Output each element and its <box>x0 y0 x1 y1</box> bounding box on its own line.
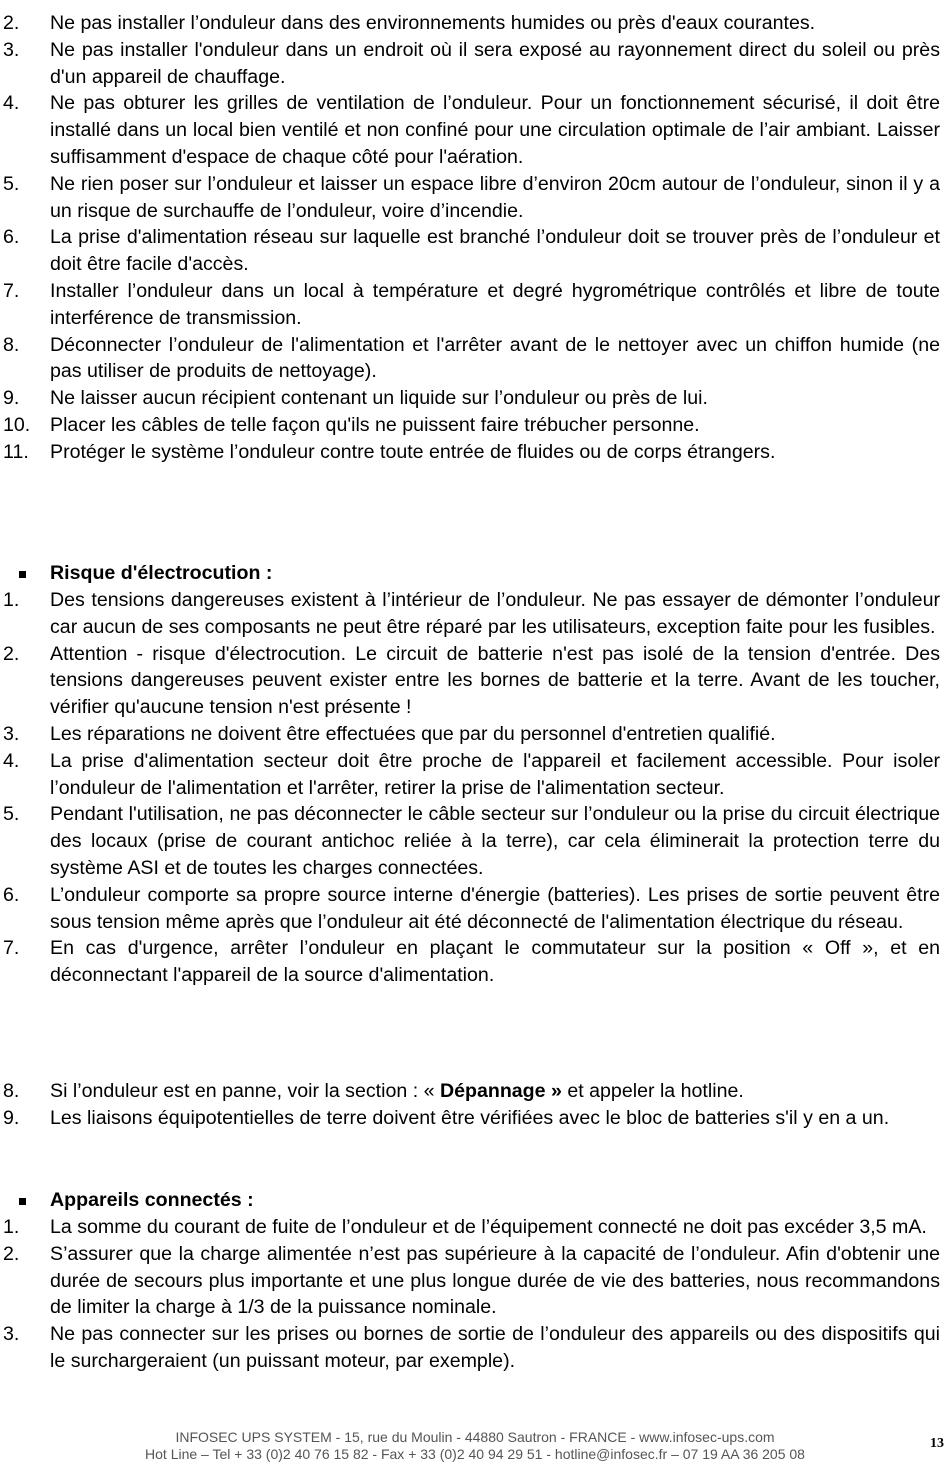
item-number: 2. <box>3 12 20 34</box>
appareils-list <box>0 1214 950 1375</box>
item-number: 9. <box>3 387 20 410</box>
electrocution-list-cont <box>0 1078 950 1132</box>
list-item <box>0 1241 950 1321</box>
item-number: 6. <box>3 226 20 249</box>
list-item <box>0 10 950 37</box>
section-title: Risque d'électrocution : <box>50 562 273 584</box>
depannage-section-reference: Dépannage » <box>439 1080 562 1102</box>
list-item <box>0 641 950 721</box>
list-item <box>0 412 950 439</box>
item-text: Ne laisser aucun récipient contenant un liquide sur l’onduleur ou près de lui. <box>50 387 708 410</box>
section-heading-electrocution <box>0 560 950 588</box>
list-item <box>0 1078 950 1105</box>
item-text: Ne rien poser sur l’onduleur et laisser un espace libre d’environ 20cm autour de l’onduleur, sinon il y a un risque de surchauffe de l’onduleur, voire d’incendie. <box>50 172 940 222</box>
list-item <box>0 1214 950 1241</box>
item-text: La prise d'alimentation secteur doit être proche de l'appareil et facilement accessible. Pour isoler l’onduleur de l'alimentation et l'arrêter, retirer la prise de l'alimentation secteur. <box>50 749 940 799</box>
square-bullet-icon <box>19 571 26 578</box>
item-text <box>50 1080 744 1102</box>
item-text: Ne pas connecter sur les prises ou bornes de sortie de l’onduleur des appareils ou des dispositifs qui le surchargeraient (un puissant moteur, par exemple). <box>50 1323 940 1372</box>
list-item <box>0 37 950 91</box>
list-item <box>0 224 950 278</box>
installation-list <box>0 10 950 466</box>
item-text: Les réparations ne doivent être effectuées que par du personnel d'entretien qualifié. <box>50 722 776 745</box>
list-item <box>0 935 950 989</box>
item-number: 7. <box>3 279 20 302</box>
footer-contact: Hot Line – Tel + 33 (0)2 40 76 15 82 - Fax + 33 (0)2 40 94 29 51 - hotline@infosec.fr – 07 19 AA 36 205 08 <box>145 1446 805 1462</box>
item-number: 5. <box>3 803 20 826</box>
item-number: 3. <box>3 1323 20 1346</box>
item-number: 8. <box>3 1080 20 1102</box>
list-item <box>0 278 950 332</box>
item-text: Les liaisons équipotentielles de terre doivent être vérifiées avec le bloc de batteries s'il y en a un. <box>50 1106 890 1129</box>
item-number: 4. <box>3 749 20 772</box>
item-number: 7. <box>3 937 20 960</box>
list-item <box>0 439 950 466</box>
item-text: Des tensions dangereuses existent à l’intérieur de l’onduleur. Ne pas essayer de démonter l’onduleur car aucun de ses composants ne peut être réparé par les utilisateurs, exception faite pour les fusibles. <box>50 589 940 638</box>
list-item <box>0 171 950 225</box>
item-text: Déconnecter l’onduleur de l'alimentation et l'arrêter avant de le nettoyer avec un chiffon humide (ne pas utiliser de produits de nettoyage). <box>50 333 940 383</box>
item-text: La somme du courant de fuite de l’onduleur et de l’équipement connecté ne doit pas excéder 3,5 mA. <box>50 1216 927 1238</box>
list-item <box>0 1105 950 1132</box>
list-item <box>0 882 950 936</box>
list-item <box>0 721 950 748</box>
item-number: 10. <box>3 413 31 436</box>
item-number: 8. <box>3 333 20 356</box>
item-text-after: et appeler la hotline. <box>561 1080 744 1102</box>
square-bullet-icon <box>19 1198 26 1205</box>
item-text: En cas d'urgence, arrêter l’onduleur en plaçant le commutateur sur la position « Off », et en déconnectant l'appareil de la source d'alimentation. <box>50 937 940 987</box>
item-number: 6. <box>3 883 20 906</box>
item-number: 5. <box>3 172 20 195</box>
item-number: 2. <box>3 642 20 665</box>
item-number: 1. <box>3 589 20 611</box>
item-number: 9. <box>3 1106 20 1129</box>
item-number: 3. <box>3 722 20 745</box>
item-text: S’assurer que la charge alimentée n’est pas supérieure à la capacité de l’onduleur. Afin d'obtenir une durée de secours plus importante et une plus longue durée de vie des batteries, nous recommandons de limiter la charge à 1/3 de la puissance nominale. <box>50 1242 940 1319</box>
item-text: Installer l’onduleur dans un local à température et degré hygrométrique contrôlés et libre de toute interférence de transmission. <box>50 279 940 329</box>
list-item <box>0 90 950 170</box>
list-item <box>0 332 950 386</box>
list-item <box>0 1321 950 1375</box>
item-number: 1. <box>3 1216 20 1238</box>
electrocution-list <box>0 587 950 989</box>
section-heading-appareils <box>0 1187 950 1215</box>
item-text: L’onduleur comporte sa propre source interne d'énergie (batteries). Les prises de sortie peuvent être sous tension même après que l’onduleur ait été déconnecté de l'alimentation électrique du réseau. <box>50 883 940 933</box>
item-number: 4. <box>3 92 20 115</box>
item-text: Protéger le système l’onduleur contre toute entrée de fluides ou de corps étrangers. <box>50 440 776 463</box>
list-item <box>0 748 950 802</box>
list-item <box>0 385 950 412</box>
list-item <box>0 587 950 641</box>
item-text: Ne pas obturer les grilles de ventilation de l’onduleur. Pour un fonctionnement sécurisé, il doit être installé dans un local bien ventilé et non confiné pour une circulation optimale de l’air ambiant. Laisser suffisamment d'espace de chaque côté pour l'aération. <box>50 92 940 168</box>
item-text: Placer les câbles de telle façon qu'ils ne puissent faire trébucher personne. <box>50 413 700 436</box>
item-text: Ne pas installer l’onduleur dans des environnements humides ou près d'eaux courantes. <box>50 12 816 34</box>
footer-address: INFOSEC UPS SYSTEM - 15, rue du Moulin - 44880 Sautron - FRANCE - www.infosec-ups.com <box>175 1429 775 1445</box>
page-number: 13 <box>930 1436 944 1451</box>
item-text: La prise d'alimentation réseau sur laquelle est branché l’onduleur doit se trouver près de l’onduleur et doit être facile d'accès. <box>50 226 940 276</box>
item-number: 3. <box>3 38 20 61</box>
item-text: Attention - risque d'électrocution. Le circuit de batterie n'est pas isolé de la tension d'entrée. Des tensions dangereuses peuvent exister entre les bornes de batterie et la terre. Avant de les toucher, vérifier qu'aucune tension n'est présente ! <box>50 642 940 719</box>
list-item <box>0 801 950 881</box>
item-text: Ne pas installer l'onduleur dans un endroit où il sera exposé au rayonnement direct du soleil ou près d'un appareil de chauffage. <box>50 38 940 88</box>
section-title: Appareils connectés : <box>50 1189 254 1211</box>
item-number: 2. <box>3 1242 20 1265</box>
item-text-before: Si l’onduleur est en panne, voir la section : « <box>50 1080 440 1102</box>
item-text: Pendant l'utilisation, ne pas déconnecter le câble secteur sur l’onduleur ou la prise du circuit électrique des locaux (prise de courant antichoc reliée à la terre), car cela éliminerait la protection terre du système ASI et de toutes les charges connectées. <box>50 803 940 879</box>
item-number: 11. <box>3 440 29 463</box>
